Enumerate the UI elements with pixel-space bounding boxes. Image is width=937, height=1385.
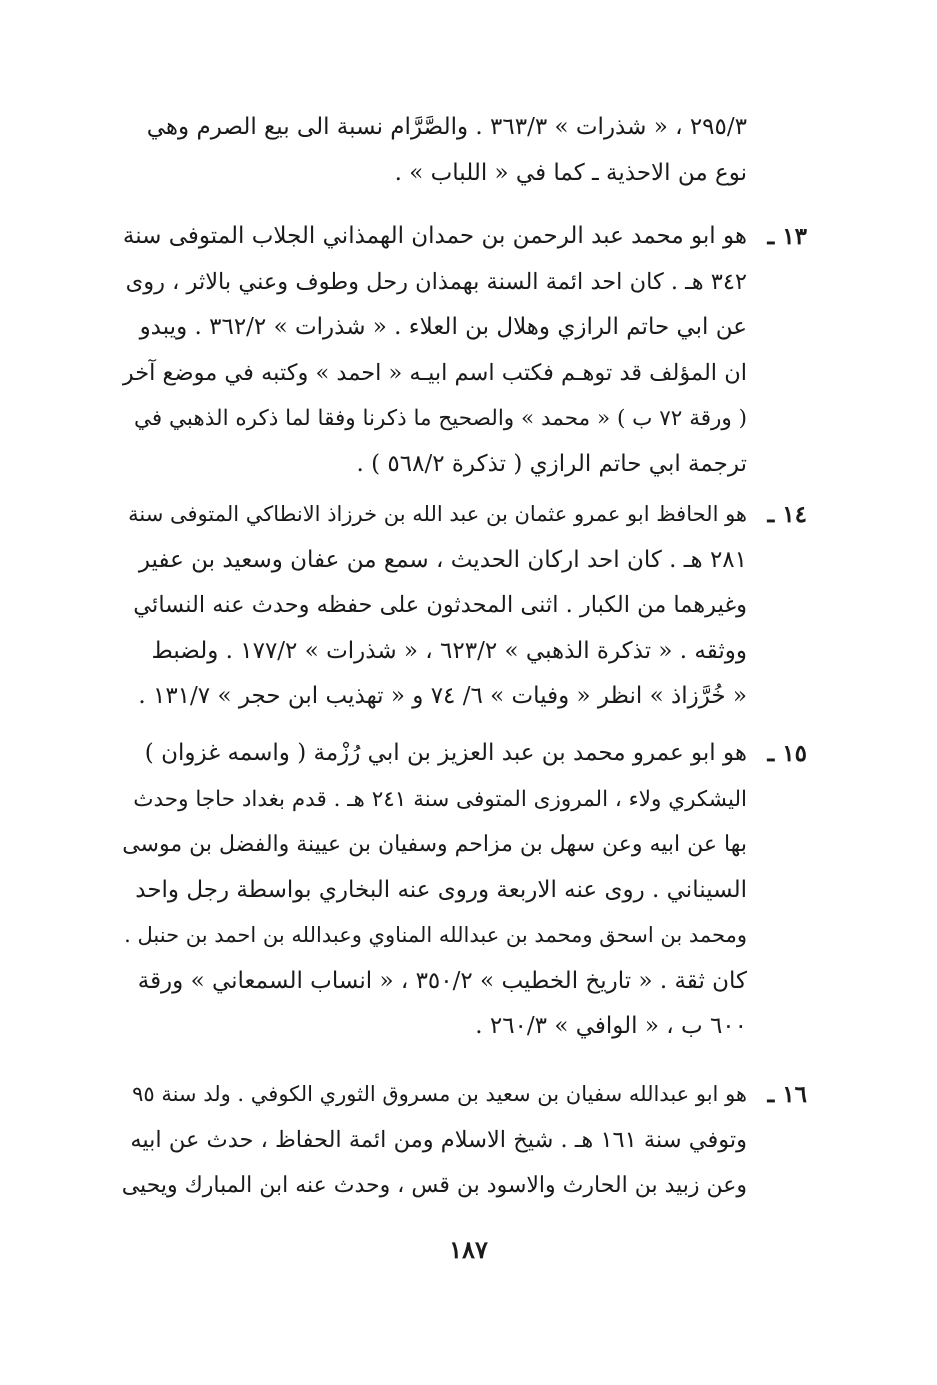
text-line: هو ابو محمد عبد الرحمن بن حمدان الهمذاني الجلاب المتوفى سنة (122, 223, 747, 249)
page-number: ١٨٧ (449, 1235, 488, 1264)
text-line: نوع من الاحذية ـ كما في « اللباب » . (394, 159, 747, 186)
text-line: ووثقه . « تذكرة الذهبي » ٦٢٣/٢ ، « شذرات » ١٧٧/٢ . ولضبط (151, 637, 747, 664)
text-line: ترجمة ابي حاتم الرازي ( تذكرة ٥٦٨/٢ ) . (356, 450, 747, 477)
note-number: ١٥ ـ (767, 740, 807, 767)
note-number: ١٤ ـ (767, 501, 807, 528)
text-line: ان المؤلف قد توهـم فكتب اسم ابيـه « احمد » وكتبه في موضع آخر (122, 359, 747, 386)
text-line: ٢٩٥/٣ ، « شذرات » ٣٦٣/٣ . والصَّرَّام نسبة الى بيع الصرم وهي (146, 114, 747, 140)
note-number: ١٦ ـ (767, 1081, 807, 1108)
text-line: اليشكري ولاء ، المروزى المتوفى سنة ٢٤١ هـ . قدم بغداد حاجا وحدث (133, 786, 747, 812)
text-line: ( ورقة ٧٢ ب ) « محمد » والصحيح ما ذكرنا وفقا لما ذكره الذهبي في (133, 406, 747, 431)
text-line: ٣٤٢ هـ . كان احد ائمة السنة بهمذان رحل وطوف وعني بالاثر ، روى (125, 268, 747, 295)
text-line: « خُرَّزاذ » انظر « وفيات » ٦/ ٧٤ و « تهذيب ابن حجر » ١٣١/٧ . (138, 683, 747, 709)
footnote-15 (122, 731, 747, 1050)
text-line: وغيرهما من الكبار . اثنى المحدثون على حفظه وحدث عنه النسائي (133, 592, 747, 618)
text-line: السيناني . روى عنه الاربعة وروى عنه البخاري بواسطة رجل واحد (135, 876, 747, 903)
text-line: ومحمد بن اسحق ومحمد بن عبدالله المناوي وعبدالله بن احمد بن حنبل . (124, 923, 747, 947)
continuation-text (122, 105, 747, 196)
text-line: هو ابو عمرو محمد بن عبد العزيز بن ابي رُزْمة ( واسمه غزوان ) (144, 740, 747, 766)
footnote-16 (122, 1072, 747, 1209)
text-line: هو الحافظ ابو عمرو عثمان بن عبد الله بن خرزاذ الانطاكي المتوفى سنة (128, 502, 747, 526)
text-line: عن ابي حاتم الرازي وهلال بن العلاء . « شذرات » ٣٦٢/٢ . ويبدو (139, 314, 747, 340)
text-line: ٢٨١ هـ . كان احد اركان الحديث ، سمع من عفان وسعيد بن عفير (138, 546, 747, 573)
text-line: ٦٠٠ ب ، « الوافي » ٢٦٠/٣ . (475, 1013, 747, 1039)
footnote-13 (122, 214, 747, 487)
text-line: وتوفي سنة ١٦١ هـ . شيخ الاسلام ومن ائمة الحفاظ ، حدث عن ابيه (130, 1126, 747, 1153)
text-line: وعن زبيد بن الحارث والاسود بن قس ، وحدث عنه ابن المبارك ويحيى (122, 1173, 747, 1198)
note-number: ١٣ ـ (767, 223, 807, 250)
text-line: كان ثقة . « تاريخ الخطيب » ٣٥٠/٢ ، « انساب السمعاني » ورقة (137, 967, 747, 994)
text-line: هو ابو عبدالله سفيان بن سعيد بن مسروق الثوري الكوفي . ولد سنة ٩٥ (132, 1082, 747, 1106)
footnote-14 (122, 492, 747, 720)
text-line: بها عن ابيه وعن سهل بن مزاحم وسفيان بن عيينة والفضل بن موسى (122, 832, 747, 857)
